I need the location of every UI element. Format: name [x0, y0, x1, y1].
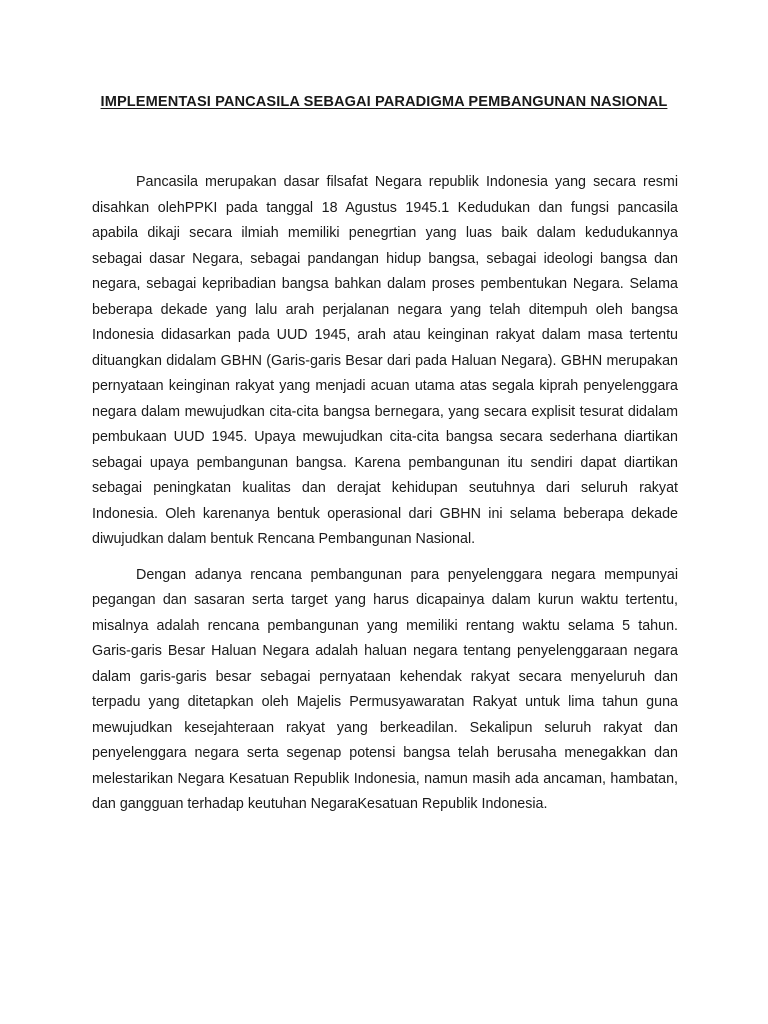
document-title: IMPLEMENTASI PANCASILA SEBAGAI PARADIGMA PEMBANGUNAN NASIONAL	[100, 94, 668, 110]
paragraph-1: Pancasila merupakan dasar filsafat Negara republik Indonesia yang secara resmi disahkan olehPPKI pada tanggal 18 Agustus 1945.1 Kedudukan dan fungsi pancasila apabila dikaji secara ilmiah memiliki penegrtian yang luas baik dalam kedudukannya sebagai dasar Negara, sebagai pandangan hidup bangsa, sebagai ideologi bangsa dan negara, sebagai kepribadian bangsa bahkan dalam proses pembentukan Negara. Selama beberapa dekade yang lalu arah perjalanan negara yang telah ditempuh oleh bangsa Indonesia didasarkan pada UUD 1945, arah atau keinginan rakyat dalam masa tertentu dituangkan didalam GBHN (Garis-garis Besar dari pada Haluan Negara). GBHN merupakan pernyataan keinginan rakyat yang menjadi acuan utama atas segala kiprah penyelenggara negara dalam mewujudkan cita-cita bangsa bernegara, yang secara explisit tesurat didalam pembukaan UUD 1945. Upaya mewujudkan cita-cita bangsa secara sederhana diartikan sebagai upaya pembangunan bangsa. Karena pembangunan itu sendiri dapat diartikan sebagai peningkatan kualitas dan derajat kehidupan seutuhnya dari seluruh rakyat Indonesia. Oleh karenanya bentuk operasional dari GBHN ini selama beberapa dekade diwujudkan dalam bentuk Rencana Pembangunan Nasional.	[92, 174, 678, 547]
document-body	[92, 170, 678, 828]
paragraph-2: Dengan adanya rencana pembangunan para penyelenggara negara mempunyai pegangan dan sasaran serta target yang harus dicapainya dalam kurun waktu tertentu, misalnya adalah rencana pembangunan yang memiliki rentang waktu selama 5 tahun. Garis-garis Besar Haluan Negara adalah haluan negara tentang penyelenggaraan negara dalam garis-garis besar sebagai pernyataan kehendak rakyat secara menyeluruh dan terpadu yang ditetapkan oleh Majelis Permusyawaratan Rakyat untuk lima tahun guna mewujudkan kesejahteraan rakyat yang berkeadilan. Sekalipun seluruh rakyat dan penyelenggara negara serta segenap potensi bangsa telah berusaha menegakkan dan melestarikan Negara Kesatuan Republik Indonesia, namun masih ada ancaman, hambatan, dan gangguan terhadap keutuhan NegaraKesatuan Republik Indonesia.	[92, 566, 678, 812]
